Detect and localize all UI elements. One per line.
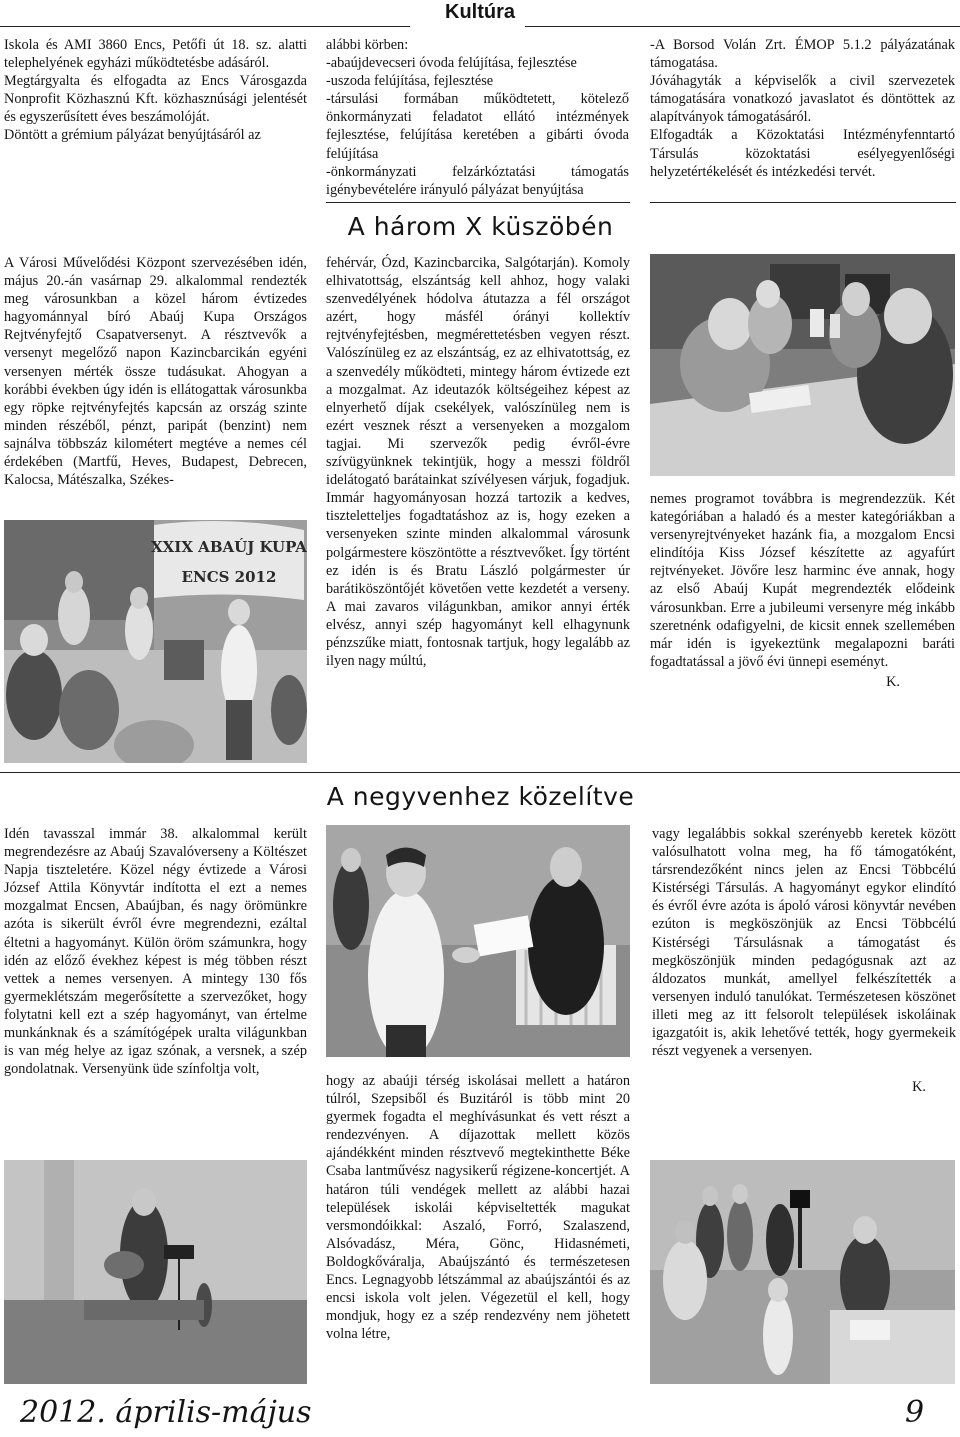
article2-headline: A negyvenhez közelítve [326, 782, 635, 811]
article1-col2 [326, 254, 630, 670]
photo-puzzle-table [650, 254, 955, 476]
top-mid-column [326, 36, 629, 199]
article1-col1 [4, 254, 307, 489]
article2-signature: K. [912, 1079, 926, 1096]
article1-headline: A három X küszöbén [347, 212, 614, 241]
header-rule-left [0, 26, 410, 27]
banner-subtitle: ENCS 2012 [181, 568, 277, 586]
divider [326, 202, 630, 203]
article2-col3 [652, 825, 956, 1096]
paragraph: -társulási formában működtetett, kötelező önkormányzati feladatot ellátó intézmények fejlesztése, felújítása keretében a gibárti óvoda felújítása [326, 91, 629, 162]
section-title: Kultúra [445, 1, 515, 23]
photo-child-award [650, 1160, 955, 1384]
article2-col2 [326, 1072, 630, 1343]
page-number: 9 [905, 1395, 925, 1430]
article-text: A Városi Művelődési Központ szervezésében idén, május 20.-án vasárnap 29. alkalommal rendezték meg városunkban a közel három évtizedes hagyománnyal bíró Abaúj Kupa Országos Rejtvényfejtő Csapatversenyt. A résztvevők a versenyt megelőző napon Kazincbarcikán egyéni versenyen mérték össze tudásukat. Ahogyan a korábbi években úgy idén is ellátogattak városunkba egy röpke rejtvényfejtés kapcsán az ország szinte minden részéből, pénzt, paripát (benzint) nem sajnálva többszáz kilométert megtéve a nemes cél érdekében (Martfű, Heves, Budapest, Debrecen, Kalocsa, Mátészalka, Székes- [4, 255, 307, 489]
divider [650, 202, 956, 203]
top-right-column [650, 36, 955, 181]
article-text: Idén tavasszal immár 38. alkalommal került megrendezésre az Abaúj Szavalóverseny a Költészet Napja tiszteletére. Közel négy évtizede a Városi József Attila Könyvtár indította el ezt a nemes mozgalmat Encsen, Abaújban, és nagy örömünkre azóta is sikerült évről évre megrendezni, ezáltal éltetni a hagyományt. Külön öröm számunkra, hogy idén az előző évekhez képest is még többen részt vettek a nemes versenyen. A mintegy 130 fős gyermeklétszám megerősítette a szervezőket, hogy folytatni kell ezt a szép hagyományt, van értelme munkánknak és a számítógépek uralta világunkban is van még helye az igaz szónak, a versnek, a szép gondolatnak. Versenyünk üde színfoltja volt, [4, 826, 307, 1078]
top-left-column [4, 36, 307, 145]
header-rule-right [525, 26, 960, 27]
issue-date: 2012. április-május [20, 1395, 312, 1430]
article-divider [0, 772, 960, 773]
photo-lute-concert [4, 1160, 307, 1384]
article1-signature: K. [886, 673, 900, 690]
paragraph: alábbi körben: [326, 37, 409, 53]
article-text: vagy legalábbis sokkal szerényebb keretek között valósulhatott volna meg, ha fő támogatóként, társrendezőként nincs jelen az Encsi Többcélú Kistérségi Társulás. A hagyományt egykor elindító és évről évre azóta is ápoló városi könyvtár nevében ezúton is megköszönjük az Encsi Többcélú Kistérségi Társulásnak a támogatást és megköszönjük minden pedagógusnak azt az áldozatos munkát, amellyel felkészítették a versenyen induló tanulókat. Természetesen köszönet illeti meg az itt felsorolt települések iskoláinak igazgatóit is, akik lehetővé tették, hogy gyermekeik részt vegyenek a versenyen. [652, 826, 956, 1060]
paragraph: Iskola és AMI 3860 Encs, Petőfi út 18. sz. alatti telephelyének egyházi működtetésbe adásáról. [4, 37, 307, 72]
paragraph: -A Borsod Volán Zrt. ÉMOP 5.1.2 pályázatának támogatása. [650, 37, 955, 72]
paragraph: Jóváhagyták a képviselők a civil szervezetek támogatására vonatkozó javaslatot és döntöttek az alapítványok támogatásáról. [650, 73, 955, 126]
photo-kupa-ceremony [4, 520, 307, 763]
photo-diploma-handshake [326, 825, 630, 1057]
paragraph: Megtárgyalta és elfogadta az Encs Városgazda Nonprofit Közhasznú Kft. közhasznúsági jelentését és egyszerűsített éves beszámolóját. [4, 73, 307, 126]
banner-title: XXIX ABAÚJ KUPA [151, 538, 307, 556]
paragraph: Elfogadták a Közoktatási Intézményfenntartó Társulás közoktatási esélyegyenlőségi helyzetértékelését és intézkedési tervét. [650, 127, 955, 180]
article1-col3 [650, 490, 955, 691]
paragraph: -önkormányzati felzárkóztatási támogatás igénybevételére irányuló pályázat benyújtása [326, 163, 629, 198]
article2-col1 [4, 825, 307, 1078]
paragraph: -abaújdevecseri óvoda felújítása, fejlesztése [326, 55, 577, 72]
paragraph: -uszoda felújítása, fejlesztése [326, 73, 494, 90]
article-text: hogy az abaúji térség iskolásai mellett a határon túlról, Szepsiből és Buzitáról is több mint 20 gyermek fogadta el meghívásunkat és vett részt a rendezvényen. A díjazottak mellett közös ajándékként minden résztvevő megtekinthette Béke Csaba lantművész nagysikerű régizene-koncertjét. A határon túli vendégek mellett az alábbi hazai települések iskolái képviseltették magukat versmondóikkal: Aszaló, Forró, Szalaszend, Alsóvadász, Méra, Gönc, Hidasnémeti, Boldogkőváralja, Abaújszántó és természetesen Encs. Legnagyobb létszámmal az abaújszántói és az encsi iskola volt jelen. Végezetül el kell, hogy mondjuk, hogy ez a szép rendezvény nem jöhetett volna létre, [326, 1073, 630, 1343]
article-text: fehérvár, Ózd, Kazincbarcika, Salgótarján). Komoly elhivatottság, elszántság kell ahhoz, hogy valaki szenvedélyének hódolva átutazza a fél országot azért, hogy másfél órányi kollektív rejtvényfejtésben, megmérettetésben vegyen részt. Valószínüleg ez az elszántság, ez az elhivatottság, ez a szenvedély működteti, mintegy három évtizede ezt a mozgalmat. Az ideutazók költségeihez képest az elnyerhető díjak csekélyek, valószínüleg nem is ezért vesznek részt a versenyeken a mozgalom tagjai. Mi szervezők pedig évről-évre szívügyünknek tekintjük, hogy a messzi földről idelátogató barátainkat szívélyesen várjuk, fogadjuk. Immár hagyományosan hozzá tartozik a kedves, tiszteletteljes fogadtatáshoz az is, hogy ezeken a versenyeken szinte minden alkalommal városunk polgármestere köszöntötte a résztvevőket. Így történt ez idén is és Bratu László polgármester úr barátiköszöntőjét követően vette kezdetét a verseny. A mai zavaros világunkban, amikor annyi érték elvész, annyi szép hagyományt kell elhagynunk pénzszűke miatt, fontosnak tartjuk, hogy legalább az ilyen nagy múltú, [326, 255, 630, 670]
paragraph: Döntött a grémium pályázat benyújtásáról az [4, 127, 261, 144]
article-text: nemes programot továbbra is megrendezzük. Két kategóriában a haladó és a mester kategóriákban a versenyrejtvényeket hazánk fia, a mozgalom Encsi elindítója Kiss József készítette az agyafúrt rejtvényeket. Jövőre lesz harminc éve annak, hogy az első Abaúj Kupát megrendezték elődeink városunkban. Erre a jubileumi versenyre még inkább szeretnénk odafigyelni, de kicsit ennek szellemében már idén is igyekeztünk megalapozni baráti fogadtatással a jövő évi ünnepi eseményt. [650, 491, 955, 670]
